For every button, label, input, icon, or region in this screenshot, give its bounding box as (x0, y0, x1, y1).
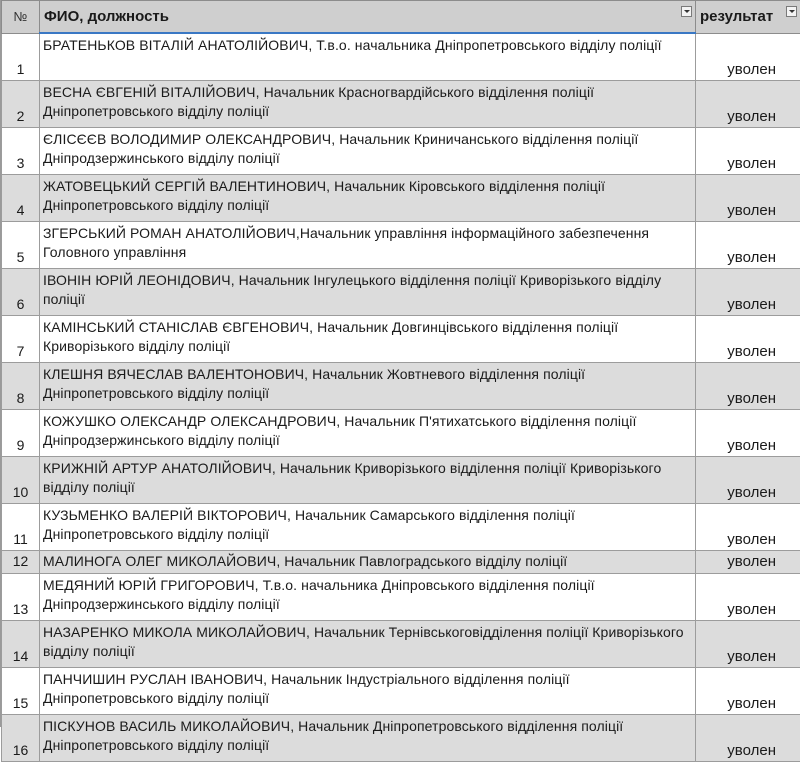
name-position-cell[interactable]: ЖАТОВЕЦЬКИЙ СЕРГІЙ ВАЛЕНТИНОВИЧ, Начальник Кіровського відділення поліції Дніпропетровського відділу поліції (40, 175, 696, 222)
row-number-cell[interactable]: 10 (2, 457, 40, 504)
table-row (2, 33, 800, 81)
table-row (2, 410, 800, 457)
name-position-cell[interactable]: КУЗЬМЕНКО ВАЛЕРІЙ ВІКТОРОВИЧ, Начальник Самарського відділення поліції Дніпропетровського відділу поліції (40, 504, 696, 551)
row-number-cell[interactable]: 8 (2, 363, 40, 410)
header-name-position[interactable] (40, 1, 696, 34)
filter-dropdown-icon[interactable] (786, 6, 797, 17)
table-row (2, 222, 800, 269)
header-name-label: ФИО, должность (44, 8, 169, 25)
header-row (2, 1, 800, 34)
name-position-cell[interactable]: НАЗАРЕНКО МИКОЛА МИКОЛАЙОВИЧ, Начальник Тернівськоговідділення поліції Криворізького відділу поліції (40, 621, 696, 668)
name-position-cell[interactable]: ЄЛІСЄЄВ ВОЛОДИМИР ОЛЕКСАНДРОВИЧ, Начальник Криничанського відділення поліції Дніпродзержинського відділу поліції (40, 128, 696, 175)
table-row (2, 175, 800, 222)
name-position-cell[interactable]: МЕДЯНИЙ ЮРІЙ ГРИГОРОВИЧ, Т.в.о. начальника Дніпровського відділення поліції Дніпродзержинського відділу поліції (40, 574, 696, 621)
row-number-cell[interactable]: 2 (2, 81, 40, 128)
name-position-cell[interactable]: ПАНЧИШИН РУСЛАН ІВАНОВИЧ, Начальник Індустріального відділення поліції Дніпропетровського відділу поліції (40, 668, 696, 715)
row-number-cell[interactable]: 1 (2, 33, 40, 81)
name-position-cell[interactable]: КОЖУШКО ОЛЕКСАНДР ОЛЕКСАНДРОВИЧ, Начальник П'ятихатського відділення поліції Дніпродзержинського відділу поліції (40, 410, 696, 457)
result-cell[interactable]: уволен (696, 316, 800, 363)
result-cell[interactable]: уволен (696, 574, 800, 621)
table-row (2, 363, 800, 410)
result-cell[interactable]: уволен (696, 222, 800, 269)
header-number[interactable]: № (2, 1, 40, 34)
row-number-cell[interactable]: 15 (2, 668, 40, 715)
name-position-cell[interactable]: КЛЕШНЯ ВЯЧЕСЛАВ ВАЛЕНТОНОВИЧ, Начальник Жовтневого відділення поліції Дніпропетровського відділу поліції (40, 363, 696, 410)
table-row (2, 81, 800, 128)
filter-dropdown-icon[interactable] (681, 6, 692, 17)
name-position-cell[interactable]: ВЕСНА ЄВГЕНІЙ ВІТАЛІЙОВИЧ, Начальник Красногвардійського відділення поліції Дніпропетровського відділу поліції (40, 81, 696, 128)
result-cell[interactable]: уволен (696, 621, 800, 668)
row-number-cell[interactable]: 13 (2, 574, 40, 621)
name-position-cell[interactable]: КРИЖНІЙ АРТУР АНАТОЛІЙОВИЧ, Начальник Криворізького відділення поліції Криворізького відділу поліції (40, 457, 696, 504)
row-number-cell[interactable]: 4 (2, 175, 40, 222)
row-number-cell[interactable]: 12 (2, 551, 40, 574)
table-row (2, 668, 800, 715)
row-number-cell[interactable]: 3 (2, 128, 40, 175)
table-row (2, 457, 800, 504)
result-cell[interactable]: уволен (696, 363, 800, 410)
name-position-cell[interactable]: ІВОНІН ЮРІЙ ЛЕОНІДОВИЧ, Начальник Інгулецького відділення поліції Криворізького відділу поліції (40, 269, 696, 316)
result-cell[interactable]: уволен (696, 410, 800, 457)
name-position-cell[interactable]: ЗГЕРСЬКИЙ РОМАН АНАТОЛІЙОВИЧ,Начальник управління інформаційного забезпечення Головного управління (40, 222, 696, 269)
table-row (2, 715, 800, 762)
row-number-cell[interactable]: 16 (2, 715, 40, 762)
table-row (2, 504, 800, 551)
result-cell[interactable]: уволен (696, 128, 800, 175)
result-cell[interactable]: уволен (696, 457, 800, 504)
result-cell[interactable]: уволен (696, 33, 800, 81)
name-position-cell[interactable]: КАМІНСЬКИЙ СТАНІСЛАВ ЄВГЕНОВИЧ, Начальник Довгинцівського відділення поліції Криворізького відділу поліції (40, 316, 696, 363)
result-cell[interactable]: уволен (696, 175, 800, 222)
table-row (2, 128, 800, 175)
row-number-cell[interactable]: 7 (2, 316, 40, 363)
row-number-cell[interactable]: 9 (2, 410, 40, 457)
table-row (2, 316, 800, 363)
results-table (1, 0, 800, 762)
table-row (2, 269, 800, 316)
result-cell[interactable]: уволен (696, 269, 800, 316)
result-cell[interactable]: уволен (696, 504, 800, 551)
name-position-cell[interactable]: МАЛИНОГА ОЛЕГ МИКОЛАЙОВИЧ, Начальник Павлоградського відділу поліції (40, 551, 696, 574)
result-cell[interactable]: уволен (696, 668, 800, 715)
row-number-cell[interactable]: 14 (2, 621, 40, 668)
row-number-cell[interactable]: 11 (2, 504, 40, 551)
header-result-label: результат (700, 8, 773, 25)
header-result[interactable] (696, 1, 800, 34)
name-position-cell[interactable]: БРАТЕНЬКОВ ВІТАЛІЙ АНАТОЛІЙОВИЧ, Т.в.о. начальника Дніпропетровського відділу поліції (40, 33, 696, 81)
row-number-cell[interactable]: 5 (2, 222, 40, 269)
table-row (2, 574, 800, 621)
result-cell[interactable]: уволен (696, 551, 800, 574)
name-position-cell[interactable]: ПІСКУНОВ ВАСИЛЬ МИКОЛАЙОВИЧ, Начальник Дніпропетровського відділення поліції Дніпропетровського відділу поліції (40, 715, 696, 762)
result-cell[interactable]: уволен (696, 81, 800, 128)
table-row (2, 621, 800, 668)
table-row (2, 551, 800, 574)
row-number-cell[interactable]: 6 (2, 269, 40, 316)
result-cell[interactable]: уволен (696, 715, 800, 762)
